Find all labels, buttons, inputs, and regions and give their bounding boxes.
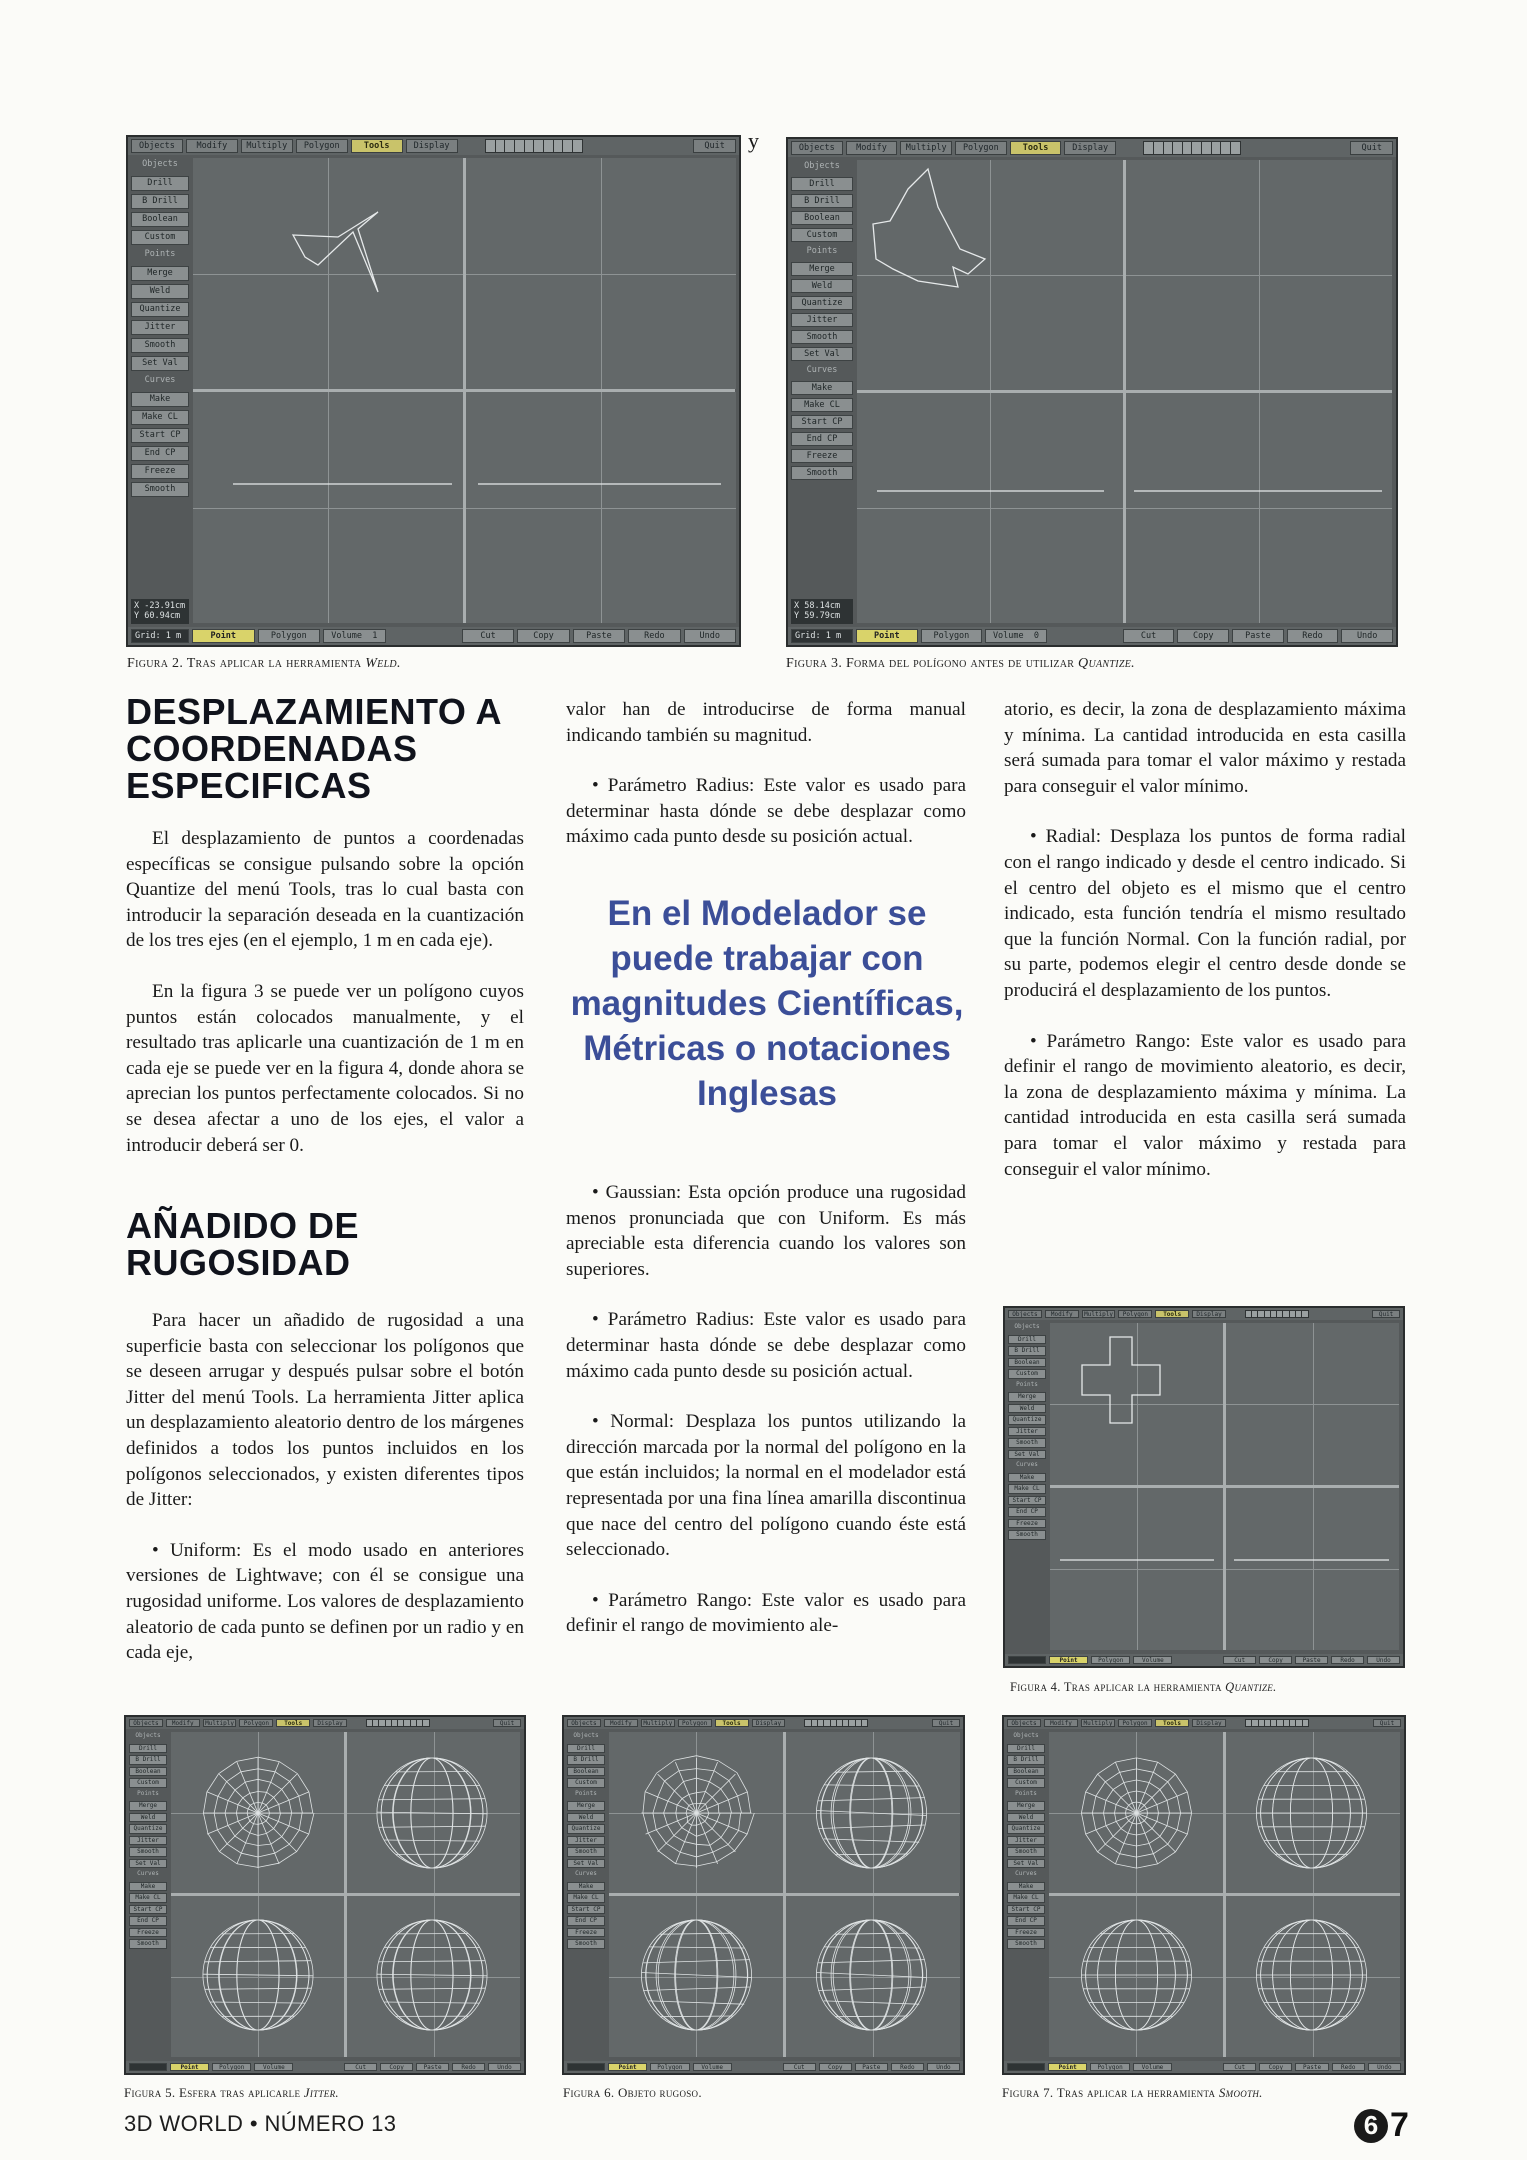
- tool-button-make-cl[interactable]: Make CL: [131, 410, 189, 425]
- tool-button-drill[interactable]: Drill: [791, 177, 853, 191]
- column-2-top: [566, 697, 966, 875]
- tool-button-make[interactable]: Make: [129, 1882, 167, 1892]
- mode-button-volume[interactable]: [323, 629, 386, 643]
- tool-button-b-drill[interactable]: B Drill: [567, 1755, 605, 1765]
- tool-button-drill[interactable]: Drill: [129, 1744, 167, 1754]
- coordinate-value: Y 60.94cm: [134, 611, 181, 622]
- polygon-outline: [1082, 1337, 1160, 1423]
- volume-value: 1: [372, 631, 378, 641]
- tool-button-merge[interactable]: Merge: [131, 266, 189, 281]
- menu-tab-display[interactable]: Display: [752, 1719, 786, 1727]
- tool-button-quantize[interactable]: Quantize: [791, 296, 853, 310]
- mesh-object: [641, 1920, 751, 2030]
- col3-paragraph-2: • Radial: Desplaza los puntos de forma radial con el rango indicado y desde el centro indicado. Si el centro del objeto es el mismo que el centro indicado, esta función tendría el mismo resultado que la función Normal. Con la función radial, por su parte, podemos elegir el centro desde donde se producirá el desplazamiento de los puntos.: [1004, 826, 1406, 1001]
- mode-button-paste[interactable]: Paste: [1232, 629, 1284, 643]
- menu-tab-tools[interactable]: Tools: [715, 1719, 749, 1727]
- mesh-spoke: [258, 1813, 297, 1852]
- mode-button-copy[interactable]: Copy: [819, 2063, 852, 2071]
- figure-3-caption: Figura 3. Forma del polígono antes de utilizar Quantize.: [786, 656, 1135, 671]
- menu-tab-tools[interactable]: Tools: [1155, 1310, 1189, 1318]
- pull-quote: En el Modelador se puede trabajar con magnitudes Científicas, Métricas o notaciones Inglesas: [570, 894, 964, 1113]
- tool-button-freeze[interactable]: Freeze: [567, 1928, 605, 1938]
- tool-button-objects: Objects: [573, 1732, 599, 1739]
- tool-button-objects: Objects: [142, 159, 178, 169]
- quit-button[interactable]: Quit: [693, 139, 736, 153]
- viewport-geometry: [1004, 1717, 1404, 2073]
- tool-button-make[interactable]: Make: [567, 1882, 605, 1892]
- tool-button-b-drill[interactable]: B Drill: [791, 194, 853, 208]
- menu-tab-multiply[interactable]: Multiply: [1082, 1310, 1116, 1318]
- mode-button-redo[interactable]: Redo: [1287, 629, 1339, 643]
- tool-button-make-cl[interactable]: Make CL: [791, 398, 853, 412]
- figure-6-caption: Figura 6. Objeto rugoso.: [563, 2085, 702, 2100]
- tool-button-smooth[interactable]: Smooth: [567, 1847, 605, 1857]
- grid-size: Grid: 1 m: [131, 629, 189, 643]
- mode-button-point[interactable]: Point: [1049, 1656, 1088, 1664]
- tool-button-smooth[interactable]: Smooth: [1007, 1847, 1045, 1857]
- mode-button-undo[interactable]: Undo: [488, 2063, 521, 2071]
- mesh-object: [816, 1758, 926, 1868]
- col2-paragraph-5: • Normal: Desplaza los puntos utilizando la dirección marcada por la normal del polígono en la que están incluidos; la normal en el modelador está representada por una fina línea amarilla discontinua que nace del centro del polígono cuando éste está seleccionado.: [566, 1411, 966, 1561]
- menu-tab-multiply[interactable]: Multiply: [641, 1719, 675, 1727]
- tool-button-b-drill[interactable]: B Drill: [129, 1755, 167, 1765]
- tool-button-end-cp[interactable]: End CP: [1007, 1916, 1045, 1926]
- tool-button-custom[interactable]: Custom: [1007, 1778, 1045, 1788]
- mode-button-undo[interactable]: Undo: [1341, 629, 1393, 643]
- mode-button-copy[interactable]: Copy: [1177, 629, 1229, 643]
- tool-button-weld[interactable]: Weld: [567, 1813, 605, 1823]
- mode-button-cut[interactable]: Cut: [1123, 629, 1175, 643]
- tool-button-make[interactable]: Make: [1008, 1473, 1046, 1483]
- tool-button-make[interactable]: Make: [131, 392, 189, 407]
- tool-button-weld[interactable]: Weld: [1007, 1813, 1045, 1823]
- tool-button-objects: Objects: [804, 161, 840, 171]
- menu-tab-tools[interactable]: Tools: [1010, 141, 1062, 155]
- mode-button-copy[interactable]: Copy: [1259, 1656, 1292, 1664]
- tool-button-drill[interactable]: Drill: [1007, 1744, 1045, 1754]
- mesh-spoke: [219, 1774, 258, 1813]
- menu-tab-display[interactable]: Display: [1192, 1719, 1226, 1727]
- mode-button-polygon[interactable]: Polygon: [258, 629, 321, 643]
- menu-tab-multiply[interactable]: Multiply: [1081, 1719, 1115, 1727]
- tool-button-drill[interactable]: Drill: [567, 1744, 605, 1754]
- figure-6-screenshot: [562, 1715, 965, 2075]
- mode-button-copy[interactable]: Copy: [517, 629, 569, 643]
- menu-tab-polygon[interactable]: Polygon: [296, 139, 348, 153]
- tool-button-end-cp[interactable]: End CP: [1008, 1507, 1046, 1517]
- mesh-object: [1256, 1920, 1366, 2030]
- mode-button-paste[interactable]: Paste: [416, 2063, 449, 2071]
- polygon-outline: [293, 212, 378, 292]
- tool-button-smooth[interactable]: Smooth: [129, 1939, 167, 1949]
- tool-button-start-cp[interactable]: Start CP: [791, 415, 853, 429]
- heading-rugosidad: AÑADIDO DE RUGOSIDAD: [126, 1205, 360, 1283]
- tool-button-smooth[interactable]: Smooth: [791, 466, 853, 480]
- col1-paragraph-2: En la figura 3 se puede ver un polígono cuyos puntos están colocados manualmente, y el resultado tras aplicarle una cuantización de 1 m en cada eje se puede ver en la figura 4, donde ahora se aprecian los puntos perfectamente colocados. Si no se desea afectar a uno de los ejes, el valor a introducir deberá ser 0.: [126, 980, 524, 1156]
- figure-4-caption: Figura 4. Tras aplicar la herramienta Quantize.: [1010, 1680, 1277, 1694]
- tool-button-end-cp[interactable]: End CP: [567, 1916, 605, 1926]
- menu-tab-modify[interactable]: Modify: [186, 139, 238, 153]
- mode-button-volume[interactable]: Volume: [693, 2063, 732, 2071]
- mode-button-cut[interactable]: Cut: [1223, 1656, 1256, 1664]
- col3-paragraph-1: atorio, es decir, la zona de desplazamiento máxima y mínima. La cantidad introducida en esta casilla será sumada para tomar el valor máximo y restada para conseguir el valor mínimo.: [1004, 699, 1406, 797]
- tool-button-weld[interactable]: Weld: [129, 1813, 167, 1823]
- tool-button-boolean[interactable]: Boolean: [131, 212, 189, 227]
- cursor-coordinates: [791, 599, 853, 624]
- col1-paragraph-1: El desplazamiento de puntos a coordenadas específicas se consigue pulsando sobre la opción Quantize del menú Tools, tras lo cual basta con introducir la separación deseada en la cuantización de los tres ejes (en el ejemplo, 1 m en cada eje).: [126, 828, 524, 952]
- mode-button-redo[interactable]: Redo: [1332, 2063, 1365, 2071]
- menu-tab-objects[interactable]: Objects: [1008, 1310, 1042, 1318]
- modeler-status-bar: [1004, 2061, 1404, 2073]
- tool-button-quantize[interactable]: Quantize: [131, 302, 189, 317]
- tool-button-merge[interactable]: Merge: [567, 1801, 605, 1811]
- menu-tab-modify[interactable]: Modify: [1045, 1310, 1079, 1318]
- mode-button-polygon[interactable]: Polygon: [650, 2063, 689, 2071]
- tool-button-weld[interactable]: Weld: [791, 279, 853, 293]
- figure-2-caption: Figura 2. Tras aplicar la herramienta Weld.: [127, 656, 401, 671]
- figure-4-screenshot: [1003, 1306, 1405, 1668]
- page-number-circled-digit: 6: [1354, 2109, 1388, 2143]
- tool-button-b-drill[interactable]: B Drill: [131, 194, 189, 209]
- mode-button-cut[interactable]: Cut: [462, 629, 514, 643]
- mesh-object: [377, 1920, 487, 2030]
- column-2-bottom: [566, 1180, 966, 1664]
- tool-button-points: Points: [575, 1789, 597, 1797]
- mesh-object: [377, 1758, 487, 1868]
- mode-button-polygon[interactable]: Polygon: [1090, 2063, 1129, 2071]
- mode-button-paste[interactable]: Paste: [573, 629, 625, 643]
- menu-tab-polygon[interactable]: Polygon: [1118, 1310, 1152, 1318]
- tool-button-start-cp[interactable]: Start CP: [131, 428, 189, 443]
- menu-tab-multiply[interactable]: Multiply: [241, 139, 293, 153]
- tool-button-custom[interactable]: Custom: [791, 228, 853, 242]
- tool-button-smooth[interactable]: Smooth: [129, 1847, 167, 1857]
- grid-size: [129, 2063, 167, 2071]
- menu-tab-objects[interactable]: Objects: [131, 139, 183, 153]
- menu-tab-display[interactable]: Display: [406, 139, 458, 153]
- grid-size: Grid: 1 m: [791, 629, 853, 643]
- mode-button-polygon[interactable]: Polygon: [212, 2063, 251, 2071]
- mode-button-point[interactable]: Point: [170, 2063, 209, 2071]
- tool-button-curves: Curves: [575, 1870, 597, 1877]
- tool-button-points: Points: [806, 246, 838, 256]
- viewport-geometry: [1005, 1308, 1403, 1666]
- menu-tab-multiply[interactable]: Multiply: [203, 1719, 237, 1727]
- tool-button-boolean[interactable]: Boolean: [1007, 1767, 1045, 1777]
- mode-button-volume[interactable]: [985, 629, 1047, 643]
- menu-tab-objects[interactable]: Objects: [1007, 1719, 1041, 1727]
- mode-button-undo[interactable]: Undo: [927, 2063, 960, 2071]
- tool-button-jitter[interactable]: Jitter: [131, 320, 189, 335]
- tool-button-boolean[interactable]: Boolean: [791, 211, 853, 225]
- modeler-status-bar: [564, 2061, 963, 2073]
- tool-button-end-cp[interactable]: End CP: [131, 446, 189, 461]
- tool-button-boolean[interactable]: Boolean: [567, 1767, 605, 1777]
- tool-button-custom[interactable]: Custom: [129, 1778, 167, 1788]
- tool-button-jitter[interactable]: Jitter: [1008, 1427, 1046, 1437]
- tool-button-weld[interactable]: Weld: [1008, 1404, 1046, 1414]
- tool-button-merge[interactable]: Merge: [1008, 1392, 1046, 1402]
- tool-button-smooth[interactable]: Smooth: [791, 330, 853, 344]
- tool-button-curves: Curves: [144, 375, 176, 385]
- tool-button-smooth[interactable]: Smooth: [131, 338, 189, 353]
- tool-button-end-cp[interactable]: End CP: [129, 1916, 167, 1926]
- menu-tab-display[interactable]: Display: [313, 1719, 347, 1727]
- mode-button-paste[interactable]: Paste: [1295, 2063, 1328, 2071]
- volume-label: Volume: [992, 631, 1024, 641]
- menu-tab-polygon[interactable]: Polygon: [239, 1719, 273, 1727]
- mode-button-paste[interactable]: Paste: [855, 2063, 888, 2071]
- tool-button-freeze[interactable]: Freeze: [131, 464, 189, 479]
- col2-paragraph-2: • Parámetro Radius: Este valor es usado para determinar hasta dónde se debe desplazar como máximo cada punto desde su posición actual.: [566, 775, 966, 848]
- mesh-object: [1256, 1758, 1366, 1868]
- figure-2-screenshot: [126, 135, 741, 647]
- tool-button-smooth[interactable]: Smooth: [567, 1939, 605, 1949]
- quit-button[interactable]: Quit: [932, 1719, 960, 1727]
- tool-button-smooth[interactable]: Smooth: [1008, 1530, 1046, 1540]
- tool-button-objects: Objects: [135, 1732, 161, 1739]
- menu-tab-tools[interactable]: Tools: [1155, 1719, 1189, 1727]
- figure-5-caption: Figura 5. Esfera tras aplicarle Jitter.: [124, 2085, 339, 2100]
- mode-button-undo[interactable]: Undo: [1367, 1656, 1400, 1664]
- tool-button-points: Points: [1016, 1380, 1038, 1388]
- viewport-geometry: [564, 1717, 963, 2073]
- menu-tab-modify[interactable]: Modify: [846, 141, 898, 155]
- menu-tab-display[interactable]: Display: [1192, 1310, 1226, 1318]
- col1-paragraph-3: Para hacer un añadido de rugosidad a una superficie basta con seleccionar los polígonos que se deseen arrugar y después pulsar sobre el botón Jitter del menú Tools. La herramienta Jitter aplica un desplazamiento aleatorio dentro de los márgenes definidos a todos los puntos incluidos en los polígonos seleccionados, y existen diferentes tipos de Jitter:: [126, 1310, 524, 1511]
- polygon-outline: [873, 169, 985, 287]
- tool-button-curves: Curves: [806, 365, 838, 375]
- grid-size: [567, 2063, 605, 2071]
- mode-button-volume[interactable]: Volume: [1133, 1656, 1172, 1664]
- menu-tab-modify[interactable]: Modify: [604, 1719, 638, 1727]
- menu-tab-tools[interactable]: Tools: [351, 139, 403, 153]
- menu-tab-tools[interactable]: Tools: [276, 1719, 310, 1727]
- mode-button-polygon[interactable]: Polygon: [921, 629, 983, 643]
- tool-button-merge[interactable]: Merge: [1007, 1801, 1045, 1811]
- mesh-object: [816, 1920, 926, 2030]
- tool-button-freeze[interactable]: Freeze: [1007, 1928, 1045, 1938]
- menu-tab-display[interactable]: Display: [1064, 141, 1116, 155]
- menu-tab-modify[interactable]: Modify: [166, 1719, 200, 1727]
- tool-button-merge[interactable]: Merge: [129, 1801, 167, 1811]
- tool-button-b-drill[interactable]: B Drill: [1007, 1755, 1045, 1765]
- col2-paragraph-4: • Parámetro Radius: Este valor es usado para determinar hasta dónde se debe desplazar como máximo cada punto desde su posición actual.: [566, 1309, 966, 1382]
- tool-button-start-cp[interactable]: Start CP: [129, 1905, 167, 1915]
- tool-button-set-val[interactable]: Set Val: [1007, 1859, 1045, 1869]
- tool-button-start-cp[interactable]: Start CP: [1007, 1905, 1045, 1915]
- tool-button-drill[interactable]: Drill: [131, 176, 189, 191]
- col2-paragraph-6: • Parámetro Rango: Este valor es usado para definir el rango de movimiento ale-: [566, 1589, 966, 1637]
- tool-button-quantize[interactable]: Quantize: [129, 1824, 167, 1834]
- tool-button-smooth[interactable]: Smooth: [131, 482, 189, 497]
- quit-button[interactable]: Quit: [1372, 1310, 1400, 1318]
- mode-button-point[interactable]: Point: [192, 629, 255, 643]
- tool-button-custom[interactable]: Custom: [1008, 1369, 1046, 1379]
- tool-button-start-cp[interactable]: Start CP: [567, 1905, 605, 1915]
- mesh-object: [203, 1757, 314, 1868]
- tool-button-curves: Curves: [1016, 1461, 1038, 1468]
- menu-tab-multiply[interactable]: Multiply: [900, 141, 952, 155]
- mesh-object: [203, 1920, 313, 2030]
- mode-button-copy[interactable]: Copy: [380, 2063, 413, 2071]
- tool-button-set-val[interactable]: Set Val: [1008, 1450, 1046, 1460]
- figure-5-screenshot: [124, 1715, 526, 2075]
- figure-3-screenshot: [786, 137, 1398, 647]
- mode-button-redo[interactable]: Redo: [891, 2063, 924, 2071]
- menu-tab-polygon[interactable]: Polygon: [955, 141, 1007, 155]
- modeler-status-bar: [126, 2061, 524, 2073]
- tool-button-freeze[interactable]: Freeze: [791, 449, 853, 463]
- tool-button-drill[interactable]: Drill: [1008, 1335, 1046, 1345]
- mesh-object: [641, 1756, 754, 1868]
- mesh-spoke: [219, 1813, 258, 1852]
- mode-button-volume[interactable]: Volume: [254, 2063, 293, 2071]
- tool-button-curves: Curves: [1015, 1870, 1037, 1877]
- tool-button-freeze[interactable]: Freeze: [1008, 1519, 1046, 1529]
- tool-button-make-cl[interactable]: Make CL: [129, 1893, 167, 1903]
- col2-paragraph-3: • Gaussian: Esta opción produce una rugosidad menos pronunciada que con Uniform. Es más apreciable esta diferencia cuando los valores son superiores.: [566, 1182, 966, 1280]
- mode-button-undo[interactable]: Undo: [684, 629, 736, 643]
- modeler-status-bar: [788, 627, 1396, 645]
- heading-desplazamiento: DESPLAZAMIENTO A COORDENADAS ESPECIFICAS: [126, 691, 501, 806]
- cursor-coordinates: [131, 599, 189, 624]
- tool-button-points: Points: [137, 1789, 159, 1797]
- magazine-footer: 3D WORLD • NÚMERO 13: [124, 2111, 397, 2136]
- tool-button-boolean[interactable]: Boolean: [1008, 1358, 1046, 1368]
- mesh-spoke: [1098, 1813, 1137, 1852]
- mode-button-point[interactable]: Point: [856, 629, 918, 643]
- tool-button-objects: Objects: [1013, 1732, 1039, 1739]
- tool-button-make[interactable]: Make: [1007, 1882, 1045, 1892]
- mode-button-point[interactable]: Point: [608, 2063, 647, 2071]
- mode-button-cut[interactable]: Cut: [1223, 2063, 1256, 2071]
- tool-button-jitter[interactable]: Jitter: [129, 1836, 167, 1846]
- mode-button-redo[interactable]: Redo: [452, 2063, 485, 2071]
- quit-button[interactable]: Quit: [1350, 141, 1393, 155]
- mode-button-undo[interactable]: Undo: [1368, 2063, 1401, 2071]
- tool-button-set-val[interactable]: Set Val: [567, 1859, 605, 1869]
- tool-button-custom[interactable]: Custom: [567, 1778, 605, 1788]
- tool-button-end-cp[interactable]: End CP: [791, 432, 853, 446]
- coordinate-value: Y 59.79cm: [794, 611, 841, 622]
- volume-label: Volume: [331, 631, 362, 641]
- quit-button[interactable]: Quit: [493, 1719, 521, 1727]
- mode-button-paste[interactable]: Paste: [1295, 1656, 1328, 1664]
- mode-button-copy[interactable]: Copy: [1259, 2063, 1292, 2071]
- tool-button-smooth[interactable]: Smooth: [1007, 1939, 1045, 1949]
- viewport-geometry: [788, 139, 1396, 645]
- col3-paragraph-3: • Parámetro Rango: Este valor es usado para definir el rango de movimiento aleatorio, es decir, la zona de desplazamiento máxima y mínima. La cantidad introducida en esta casilla será sumada para tomar el valor máximo y restada para conseguir el valor mínimo.: [1004, 1030, 1406, 1180]
- tool-button-start-cp[interactable]: Start CP: [1008, 1496, 1046, 1506]
- tool-button-jitter[interactable]: Jitter: [1007, 1836, 1045, 1846]
- mode-button-polygon[interactable]: Polygon: [1091, 1656, 1130, 1664]
- tool-button-jitter[interactable]: Jitter: [567, 1836, 605, 1846]
- mesh-spoke: [1137, 1774, 1176, 1813]
- viewport-geometry: [126, 1717, 524, 2073]
- figure-7-screenshot: [1002, 1715, 1406, 2075]
- mesh-object: [1081, 1920, 1191, 2030]
- mode-button-point[interactable]: Point: [1048, 2063, 1087, 2071]
- column-1-bottom: [126, 1308, 524, 1691]
- tool-button-set-val[interactable]: Set Val: [131, 356, 189, 371]
- tool-button-make-cl[interactable]: Make CL: [567, 1893, 605, 1903]
- mode-button-cut[interactable]: Cut: [344, 2063, 377, 2071]
- mesh-spoke: [1098, 1774, 1137, 1813]
- modeler-status-bar: [1005, 1654, 1403, 1666]
- mode-button-volume[interactable]: Volume: [1133, 2063, 1172, 2071]
- page-number: [1354, 2106, 1409, 2145]
- tool-button-jitter[interactable]: Jitter: [791, 313, 853, 327]
- tool-button-objects: Objects: [1014, 1323, 1040, 1330]
- tool-button-make-cl[interactable]: Make CL: [1008, 1484, 1046, 1494]
- tool-button-points: Points: [1015, 1789, 1037, 1797]
- col2-paragraph-1: valor han de introducirse de forma manual indicando también su magnitud.: [566, 699, 966, 746]
- tool-button-b-drill[interactable]: B Drill: [1008, 1346, 1046, 1356]
- stray-glyph: y: [748, 128, 759, 153]
- tool-button-set-val[interactable]: Set Val: [791, 347, 853, 361]
- figure-7-caption: Figura 7. Tras aplicar la herramienta Smooth.: [1002, 2085, 1263, 2100]
- mesh-spoke: [258, 1774, 297, 1813]
- tool-button-make-cl[interactable]: Make CL: [1007, 1893, 1045, 1903]
- coordinate-value: X -23.91cm: [134, 600, 186, 611]
- menu-tab-polygon[interactable]: Polygon: [678, 1719, 712, 1727]
- tool-button-points: Points: [144, 249, 176, 259]
- mode-button-cut[interactable]: Cut: [783, 2063, 816, 2071]
- mesh-object: [1081, 1758, 1191, 1868]
- menu-tab-objects[interactable]: Objects: [129, 1719, 163, 1727]
- tool-button-boolean[interactable]: Boolean: [129, 1767, 167, 1777]
- modeler-status-bar: [128, 627, 739, 645]
- mesh-spoke: [1137, 1813, 1176, 1852]
- tool-button-freeze[interactable]: Freeze: [129, 1928, 167, 1938]
- tool-button-smooth[interactable]: Smooth: [1008, 1438, 1046, 1448]
- grid-size: [1007, 2063, 1045, 2071]
- tool-button-quantize[interactable]: Quantize: [567, 1824, 605, 1834]
- tool-button-merge[interactable]: Merge: [791, 262, 853, 276]
- mode-button-redo[interactable]: Redo: [1331, 1656, 1364, 1664]
- menu-tab-polygon[interactable]: Polygon: [1118, 1719, 1152, 1727]
- tool-button-quantize[interactable]: Quantize: [1007, 1824, 1045, 1834]
- grid-size: [1008, 1656, 1046, 1664]
- tool-button-weld[interactable]: Weld: [131, 284, 189, 299]
- volume-value: 0: [1033, 631, 1040, 641]
- menu-tab-modify[interactable]: Modify: [1044, 1719, 1078, 1727]
- column-3: [1004, 697, 1406, 1207]
- tool-button-quantize[interactable]: Quantize: [1008, 1415, 1046, 1425]
- menu-tab-objects[interactable]: Objects: [567, 1719, 601, 1727]
- page-number-digit: 7: [1390, 2106, 1409, 2144]
- tool-button-curves: Curves: [137, 1870, 159, 1877]
- coordinate-value: X 58.14cm: [794, 600, 841, 611]
- tool-button-make[interactable]: Make: [791, 381, 853, 395]
- tool-button-set-val[interactable]: Set Val: [129, 1859, 167, 1869]
- tool-button-custom[interactable]: Custom: [131, 230, 189, 245]
- column-1-top: [126, 826, 524, 1183]
- mode-button-redo[interactable]: Redo: [628, 629, 680, 643]
- viewport-geometry: [128, 137, 739, 645]
- col1-paragraph-4: • Uniform: Es el modo usado en anteriores versiones de Lightwave; con él se consigue una rugosidad uniforme. Los valores de desplazamiento aleatorio de cada punto se definen por un radio y en cada eje,: [126, 1539, 524, 1664]
- menu-tab-objects[interactable]: Objects: [791, 141, 843, 155]
- quit-button[interactable]: Quit: [1373, 1719, 1401, 1727]
